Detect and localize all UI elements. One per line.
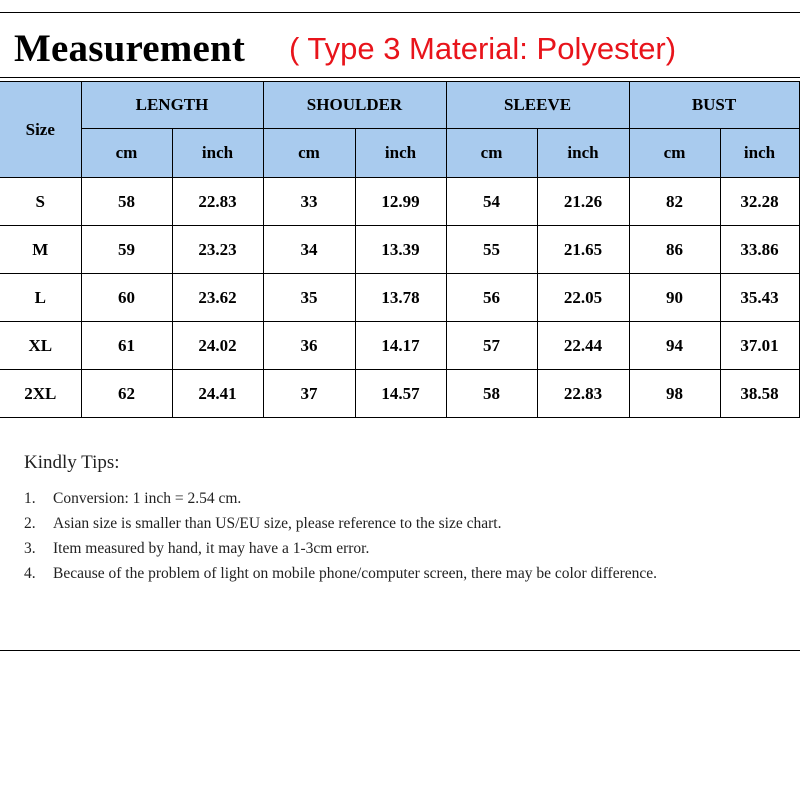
bust-header: BUST — [629, 82, 799, 129]
value-cell: 12.99 — [355, 178, 446, 226]
value-cell: 22.83 — [537, 370, 629, 418]
size-table — [0, 81, 800, 418]
value-cell: 33 — [263, 178, 355, 226]
tip-number: 3. — [24, 540, 36, 557]
value-cell: 98 — [629, 370, 720, 418]
sleeve-header: SLEEVE — [446, 82, 629, 129]
value-cell: 22.83 — [172, 178, 263, 226]
tips-list — [24, 486, 724, 586]
value-cell: 56 — [446, 274, 537, 322]
value-cell: 61 — [81, 322, 172, 370]
tip-text: Conversion: 1 inch = 2.54 cm. — [53, 490, 242, 507]
value-cell: 55 — [446, 226, 537, 274]
list-item — [24, 486, 724, 511]
size-column-header: Size — [0, 82, 81, 178]
value-cell: 33.86 — [720, 226, 799, 274]
material-subtitle: ( Type 3 Material: Polyester) — [289, 31, 677, 66]
table-row — [0, 274, 799, 322]
value-cell: 32.28 — [720, 178, 799, 226]
value-cell: 37 — [263, 370, 355, 418]
title-bar — [0, 12, 800, 78]
value-cell: 35 — [263, 274, 355, 322]
value-cell: 22.05 — [537, 274, 629, 322]
value-cell: 60 — [81, 274, 172, 322]
value-cell: 24.41 — [172, 370, 263, 418]
value-cell: 21.26 — [537, 178, 629, 226]
unit-header: inch — [720, 129, 799, 178]
tip-number: 4. — [24, 565, 36, 582]
value-cell: 23.62 — [172, 274, 263, 322]
value-cell: 90 — [629, 274, 720, 322]
unit-header: cm — [81, 129, 172, 178]
value-cell: 57 — [446, 322, 537, 370]
table-row — [0, 322, 799, 370]
value-cell: 13.39 — [355, 226, 446, 274]
tip-text: Because of the problem of light on mobile phone/computer screen, there may be color difference. — [53, 565, 657, 582]
unit-header: inch — [355, 129, 446, 178]
value-cell: 86 — [629, 226, 720, 274]
size-cell: L — [0, 274, 81, 322]
value-cell: 13.78 — [355, 274, 446, 322]
list-item — [24, 536, 724, 561]
value-cell: 94 — [629, 322, 720, 370]
value-cell: 24.02 — [172, 322, 263, 370]
value-cell: 23.23 — [172, 226, 263, 274]
value-cell: 37.01 — [720, 322, 799, 370]
unit-header-row — [0, 129, 799, 178]
unit-header: cm — [263, 129, 355, 178]
table-header-row — [0, 82, 799, 129]
value-cell: 14.17 — [355, 322, 446, 370]
value-cell: 22.44 — [537, 322, 629, 370]
table-row — [0, 370, 799, 418]
value-cell: 58 — [81, 178, 172, 226]
shoulder-header: SHOULDER — [263, 82, 446, 129]
value-cell: 62 — [81, 370, 172, 418]
size-cell: 2XL — [0, 370, 81, 418]
value-cell: 59 — [81, 226, 172, 274]
page-title: Measurement — [14, 27, 246, 70]
list-item — [24, 511, 724, 536]
value-cell: 38.58 — [720, 370, 799, 418]
table-row — [0, 178, 799, 226]
value-cell: 21.65 — [537, 226, 629, 274]
list-item — [24, 561, 724, 586]
unit-header: inch — [172, 129, 263, 178]
value-cell: 14.57 — [355, 370, 446, 418]
tip-text: Asian size is smaller than US/EU size, please reference to the size chart. — [53, 515, 502, 532]
unit-header: cm — [446, 129, 537, 178]
value-cell: 34 — [263, 226, 355, 274]
value-cell: 36 — [263, 322, 355, 370]
unit-header: cm — [629, 129, 720, 178]
size-cell: M — [0, 226, 81, 274]
table-row — [0, 226, 799, 274]
tips-section — [0, 418, 800, 651]
value-cell: 35.43 — [720, 274, 799, 322]
tip-text: Item measured by hand, it may have a 1-3cm error. — [53, 540, 370, 557]
unit-header: inch — [537, 129, 629, 178]
tip-number: 2. — [24, 515, 36, 532]
length-header: LENGTH — [81, 82, 263, 129]
tip-number: 1. — [24, 490, 36, 507]
size-cell: XL — [0, 322, 81, 370]
value-cell: 58 — [446, 370, 537, 418]
value-cell: 82 — [629, 178, 720, 226]
tips-title: Kindly Tips: — [24, 452, 120, 473]
value-cell: 54 — [446, 178, 537, 226]
size-cell: S — [0, 178, 81, 226]
